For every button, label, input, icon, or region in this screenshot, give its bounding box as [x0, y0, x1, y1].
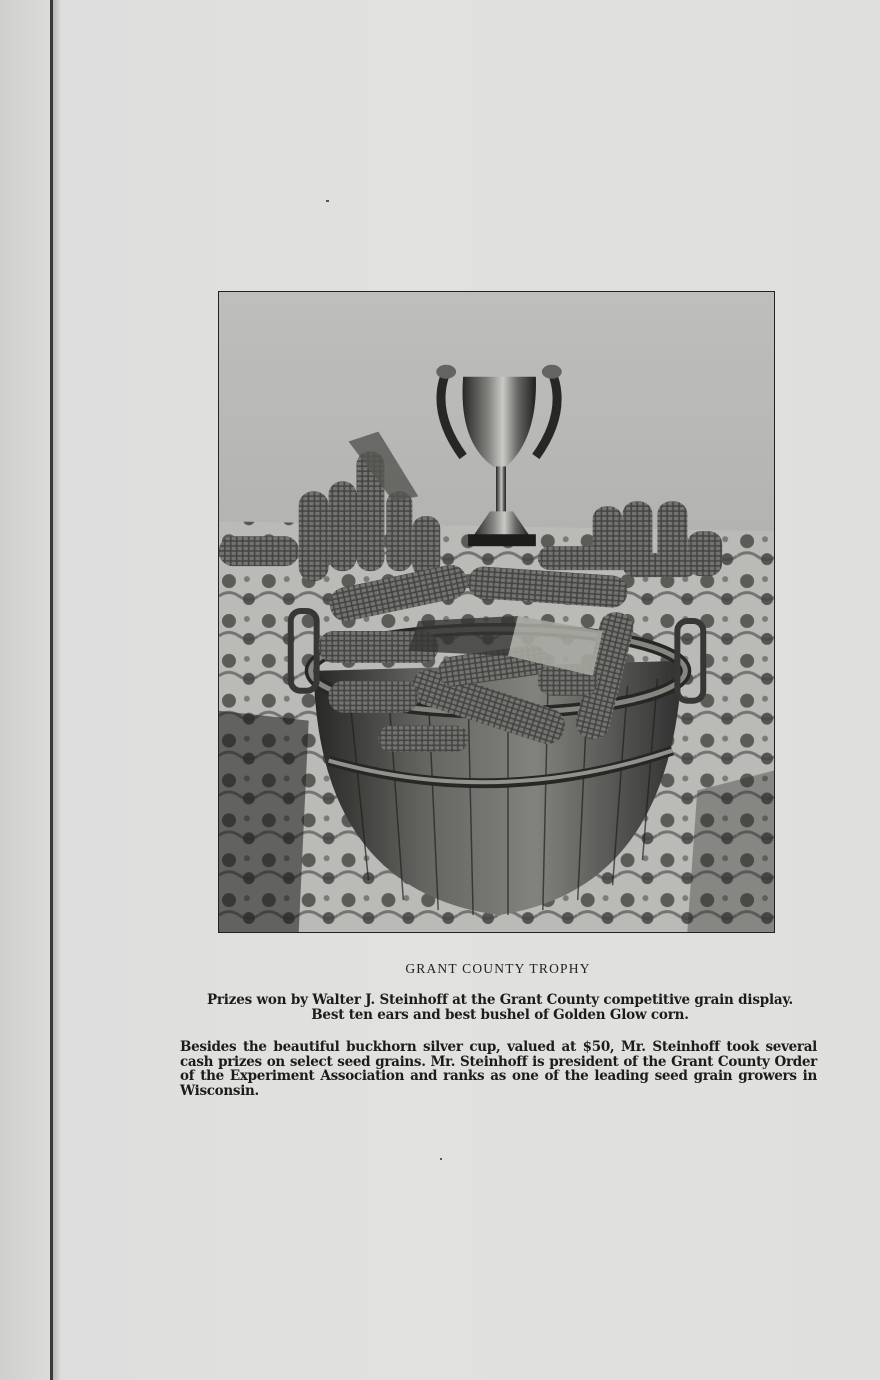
caption-subtitle-line-2: Best ten ears and best bushel of Golden Glow corn.: [311, 1007, 689, 1023]
paper-speck: [440, 1158, 442, 1160]
caption-subtitle-line-1: Prizes won by Walter J. Steinhoff at the Grant County competitive grain display.: [206, 992, 794, 1008]
trophy-photograph: [218, 291, 775, 933]
photo-illustration: [219, 292, 774, 932]
caption-title: GRANT COUNTY TROPHY: [405, 961, 591, 976]
binding-shadow: [53, 0, 61, 1380]
caption-body-paragraph: Besides the beautiful buckhorn silver cup, valued at $50, Mr. Steinhoff took several cash prizes on select seed grains. Mr. Steinhoff is president of the Grant County Order of the Experiment Association and ranks as one of the leading seed grain growers in Wisconsin.: [180, 1039, 817, 1099]
paper-speck: [326, 200, 329, 202]
caption-subtitle: [190, 993, 810, 1023]
